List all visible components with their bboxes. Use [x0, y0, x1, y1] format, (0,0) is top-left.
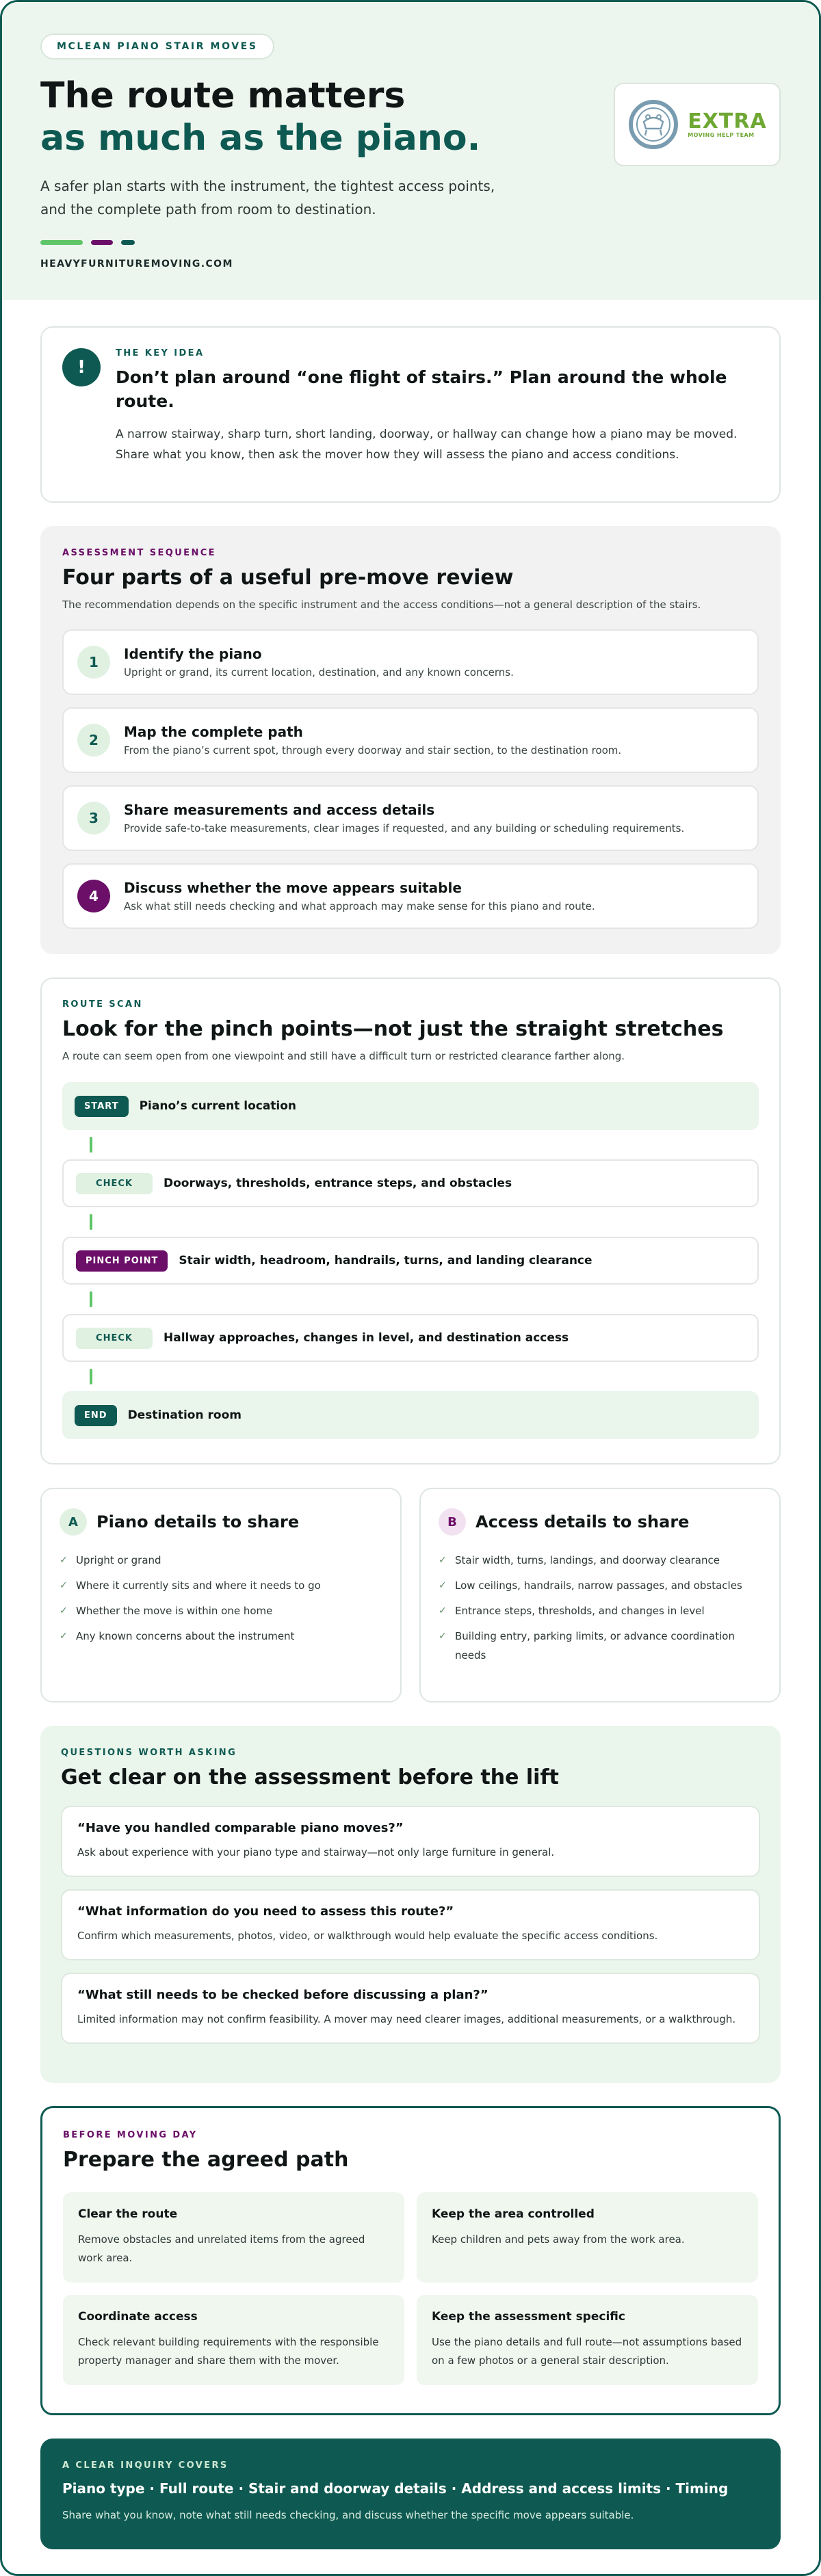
logo-wordmark: [688, 111, 766, 138]
list-item: ✓ Upright or grand: [60, 1551, 382, 1570]
route-tag-check: CHECK: [76, 1173, 153, 1194]
questions-section: [40, 1726, 781, 2083]
access-details-title: Access details to share: [475, 1512, 690, 1532]
list-item: ✓ Whether the move is within one home: [60, 1601, 382, 1620]
hero-lede: A safer plan starts with the instrument, the tightest access points, and the complete path from room to destination.: [40, 178, 495, 218]
tile-title: Clear the route: [78, 2207, 178, 2221]
prepare-kicker: BEFORE MOVING DAY: [63, 2130, 198, 2140]
inquiry-banner: [40, 2439, 781, 2549]
route-connector: [62, 1285, 759, 1314]
prepare-grid: [63, 2192, 758, 2385]
step-item: [62, 629, 759, 695]
step-title: Discuss whether the move appears suitable: [124, 880, 462, 896]
question-text: “What information do you need to assess this route?”: [77, 1904, 454, 1919]
route-text: Stair width, headroom, handrails, turns, and landing clearance: [179, 1254, 592, 1267]
step-number: 4: [77, 880, 110, 912]
step-number: 2: [77, 724, 110, 757]
tile-desc: Use the piano details and full route—not assumptions based on a few photos or a general stair description.: [432, 2336, 742, 2367]
step-desc: Upright or grand, its current location, destination, and any known concerns.: [124, 666, 514, 679]
tile-title: Keep the assessment specific: [432, 2310, 625, 2324]
route-kicker: ROUTE SCAN: [62, 999, 143, 1010]
step-desc: From the piano’s current spot, through every doorway and stair section, to the destination room.: [124, 744, 622, 757]
questions-title: Get clear on the assessment before the lift: [61, 1765, 559, 1789]
route-connector: [62, 1362, 759, 1391]
tile-desc: Check relevant building requirements with the responsible property manager and share them with the mover.: [78, 2336, 379, 2367]
sequence-subtitle: The recommendation depends on the specific instrument and the access conditions—not a general description of the stairs.: [62, 599, 701, 611]
route-text: Hallway approaches, changes in level, and destination access: [164, 1331, 569, 1345]
question-card: [61, 1973, 760, 2044]
accent-bars: [40, 240, 781, 245]
question-note: Ask about experience with your piano type and stairway—not only large furniture in general.: [77, 1846, 555, 1858]
prepare-tile: [417, 2295, 758, 2385]
key-idea-body: A narrow stairway, sharp turn, short landing, doorway, or hallway can change how a piano may be moved. Share what you know, then ask the mover how they will assess the piano and access conditions.: [116, 428, 738, 462]
step-title: Identify the piano: [124, 646, 262, 662]
route-text: Doorways, thresholds, entrance steps, and obstacles: [164, 1177, 512, 1190]
piano-details-title: Piano details to share: [96, 1512, 300, 1532]
route-row: [62, 1314, 759, 1362]
route-text: Destination room: [127, 1408, 242, 1422]
step-list: [62, 629, 759, 929]
route-tag-start: START: [75, 1096, 129, 1117]
tile-title: Keep the area controlled: [432, 2207, 595, 2221]
title-line-2: as much as the piano.: [40, 118, 481, 159]
prepare-title: Prepare the agreed path: [63, 2148, 349, 2172]
list-item: ✓ Any known concerns about the instrument: [60, 1627, 382, 1646]
hero-header: [2, 2, 819, 300]
title-line-1: The route matters: [40, 75, 406, 116]
accent-bar-teal: [121, 240, 135, 245]
route-subtitle: A route can seem open from one viewpoint and still have a difficult turn or restricted clearance farther along.: [62, 1050, 625, 1062]
list-item: ✓ Entrance steps, thresholds, and changes in level: [439, 1601, 761, 1620]
key-idea-kicker: THE KEY IDEA: [116, 348, 205, 358]
question-note: Confirm which measurements, photos, video, or walkthrough would help evaluate the specific access conditions.: [77, 1930, 658, 1942]
piano-details-card: [40, 1488, 402, 1703]
question-text: “What still needs to be checked before discussing a plan?”: [77, 1988, 488, 2002]
question-note: Limited information may not confirm feasibility. A mover may need clearer images, additional measurements, or a walkthrough.: [77, 2013, 736, 2025]
tile-desc: Keep children and pets away from the work area.: [432, 2233, 685, 2246]
tile-title: Coordinate access: [78, 2310, 198, 2324]
route-tag-end: END: [75, 1405, 117, 1426]
site-domain: HEAVYFURNITUREMOVING.COM: [40, 259, 233, 270]
question-card: [61, 1889, 760, 1960]
question-list: [61, 1806, 760, 2044]
badge-b: B: [439, 1508, 466, 1536]
route-tag-pinch: PINCH POINT: [76, 1250, 168, 1272]
sequence-title: Four parts of a useful pre-move review: [62, 566, 514, 590]
inquiry-kicker: A CLEAR INQUIRY COVERS: [62, 2460, 229, 2471]
details-columns: [40, 1488, 781, 1703]
logo-tagline: MOVING HELP TEAM: [688, 131, 755, 138]
questions-kicker: QUESTIONS WORTH ASKING: [61, 1748, 237, 1758]
exclamation-icon: !: [62, 348, 101, 386]
step-item: [62, 863, 759, 929]
question-text: “Have you handled comparable piano moves?”: [77, 1821, 404, 1835]
inquiry-line: Piano type · Full route · Stair and doorway details · Address and access limits · Timing: [62, 2480, 729, 2497]
accent-bar-green: [40, 240, 83, 245]
brand-logo: [614, 83, 781, 166]
step-title: Map the complete path: [124, 724, 303, 740]
route-title: Look for the pinch points—not just the straight stretches: [62, 1017, 724, 1041]
key-idea-title: Don’t plan around “one flight of stairs.” Plan around the whole route.: [116, 367, 727, 411]
step-desc: Provide safe-to-take measurements, clear images if requested, and any building or scheduling requirements.: [124, 822, 685, 834]
step-item: [62, 707, 759, 773]
prepare-tile: [417, 2192, 758, 2283]
route-row: [62, 1391, 759, 1439]
step-desc: Ask what still needs checking and what approach may make sense for this piano and route.: [124, 900, 595, 912]
piano-mover-logo-icon: [627, 98, 679, 150]
step-title: Share measurements and access details: [124, 802, 435, 818]
prepare-tile: [63, 2192, 404, 2283]
eyebrow-pill: MCLEAN PIANO STAIR MOVES: [40, 34, 274, 60]
step-item: [62, 785, 759, 851]
step-number: 1: [77, 646, 110, 679]
accent-bar-purple: [91, 240, 113, 245]
sequence-kicker: ASSESSMENT SEQUENCE: [62, 548, 216, 558]
prepare-section: [40, 2106, 781, 2415]
prepare-tile: [63, 2295, 404, 2385]
access-details-card: [419, 1488, 781, 1703]
route-row: [62, 1237, 759, 1285]
route-connector: [62, 1130, 759, 1159]
list-item: ✓ Building entry, parking limits, or advance coordination needs: [439, 1627, 761, 1665]
list-item: ✓ Where it currently sits and where it needs to go: [60, 1576, 382, 1595]
piano-details-list: [60, 1551, 382, 1646]
badge-a: A: [60, 1508, 87, 1536]
list-item: ✓ Stair width, turns, landings, and doorway clearance: [439, 1551, 761, 1570]
key-idea-card: [40, 326, 781, 503]
step-number: 3: [77, 802, 110, 834]
access-details-list: [439, 1551, 761, 1665]
logo-brand: EXTRA: [688, 109, 767, 133]
assessment-sequence: [40, 526, 781, 954]
route-connector: [62, 1207, 759, 1237]
route-tag-check: CHECK: [76, 1328, 153, 1349]
route-text: Piano’s current location: [139, 1099, 297, 1113]
route-scan-card: [40, 977, 781, 1464]
route-list: [62, 1082, 759, 1439]
inquiry-desc: Share what you know, note what still needs checking, and discuss whether the specific move appears suitable.: [62, 2509, 634, 2521]
route-row: [62, 1082, 759, 1130]
question-card: [61, 1806, 760, 1877]
route-row: [62, 1159, 759, 1207]
list-item: ✓ Low ceilings, handrails, narrow passages, and obstacles: [439, 1576, 761, 1595]
tile-desc: Remove obstacles and unrelated items from the agreed work area.: [78, 2233, 365, 2264]
